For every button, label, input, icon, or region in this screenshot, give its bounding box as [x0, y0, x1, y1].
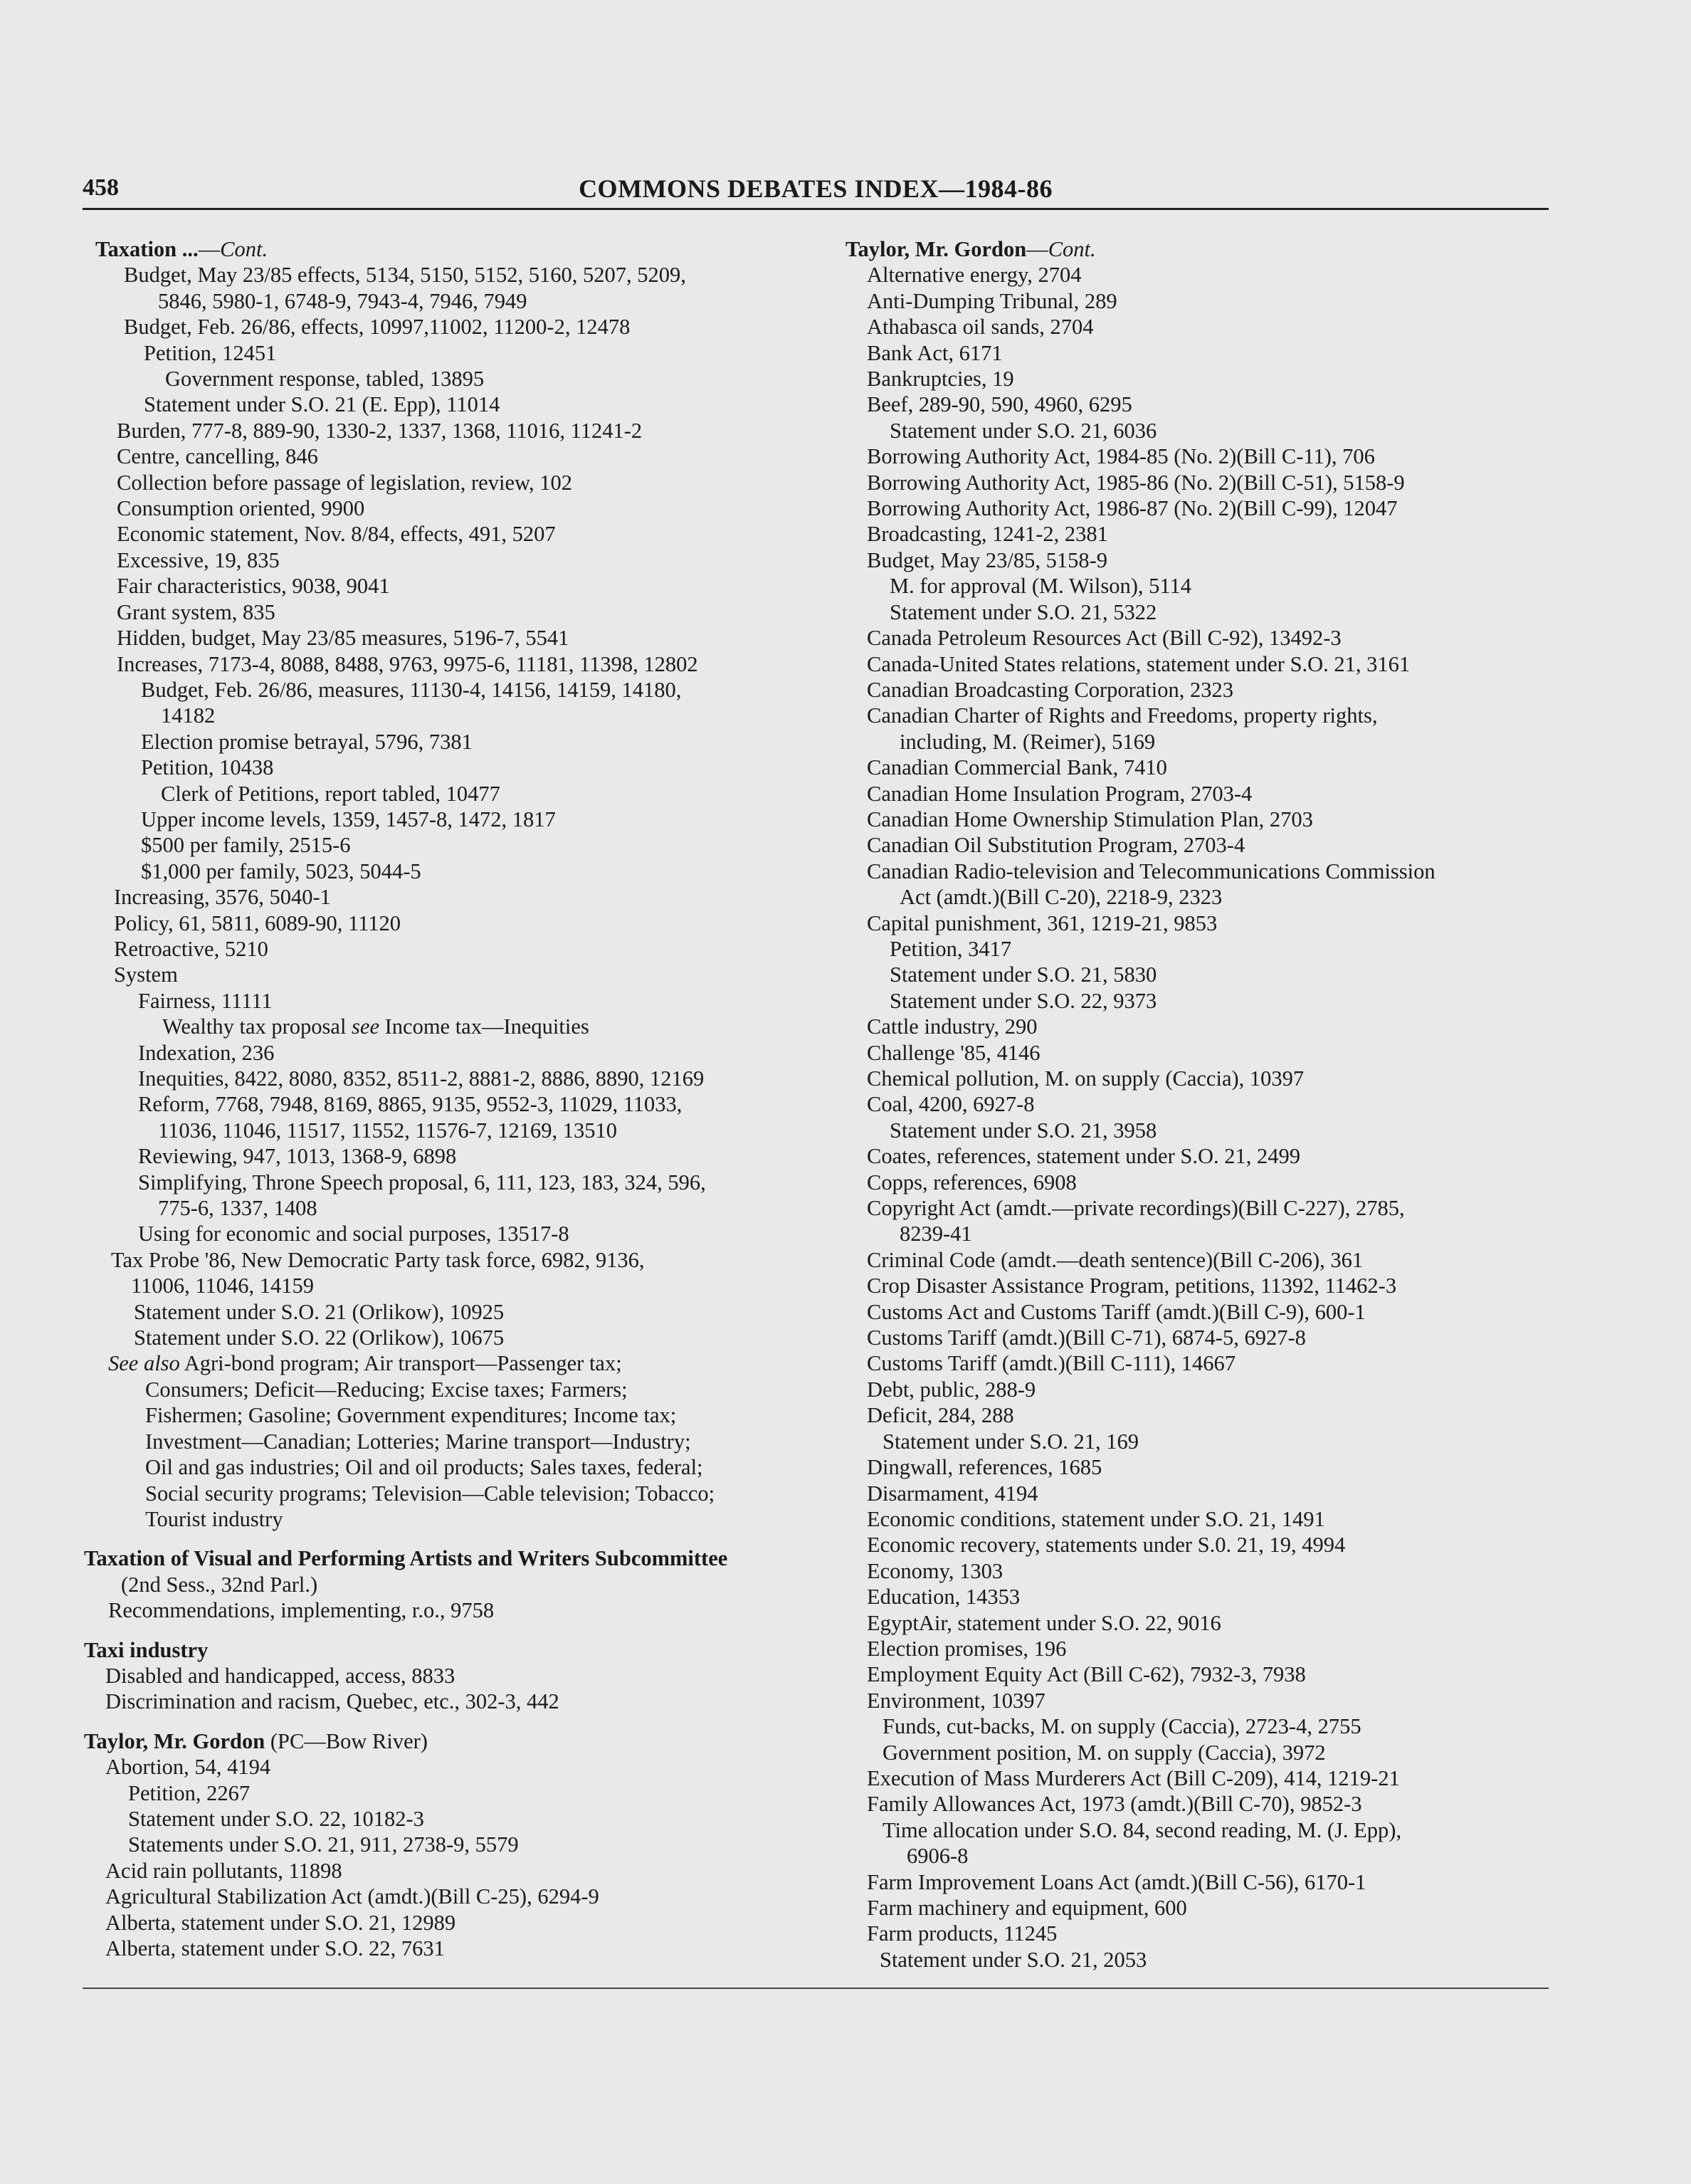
- index-text: System: [114, 962, 178, 987]
- index-line: [846, 988, 1550, 1014]
- index-text: Income tax—Inequities: [379, 1014, 589, 1039]
- index-text: Customs Tariff (amdt.)(Bill C-111), 14667: [867, 1351, 1236, 1376]
- index-line: [84, 1402, 824, 1428]
- index-text: Statement under S.O. 21, 2053: [880, 1947, 1147, 1972]
- index-line: [846, 1170, 1550, 1195]
- index-line: [84, 1832, 824, 1857]
- index-text: Petition, 2267: [128, 1780, 251, 1805]
- index-line: [84, 962, 824, 987]
- index-line: [846, 1273, 1550, 1298]
- index-line: [84, 262, 824, 288]
- index-text: Budget, May 23/85, 5158-9: [867, 547, 1108, 572]
- index-text: —: [1026, 237, 1048, 261]
- entry-spacer: [84, 1532, 824, 1545]
- index-text: Alberta, statement under S.O. 21, 12989: [105, 1910, 456, 1935]
- index-text: Taylor, Mr. Gordon: [846, 237, 1027, 261]
- index-text: Taxation ...: [95, 237, 199, 261]
- index-text: Statement under S.O. 21, 169: [883, 1429, 1139, 1454]
- index-line: [84, 1858, 824, 1884]
- index-text: Retroactive, 5210: [114, 936, 268, 961]
- index-line: [846, 418, 1550, 443]
- index-line: [846, 1402, 1550, 1428]
- index-line: [846, 470, 1550, 495]
- index-text: Upper income levels, 1359, 1457-8, 1472, 1817: [141, 807, 556, 831]
- index-line: [84, 1663, 824, 1689]
- index-text: Increasing, 3576, 5040-1: [114, 885, 331, 910]
- index-line: [84, 988, 824, 1014]
- index-text: Using for economic and social purposes, 13517-8: [138, 1222, 569, 1246]
- index-text: Budget, Feb. 26/86, effects, 10997,11002, 11200-2, 12478: [124, 315, 631, 340]
- index-line: [84, 1754, 824, 1780]
- index-text: Economic statement, Nov. 8/84, effects, 491, 5207: [117, 522, 556, 547]
- index-line: [846, 1661, 1550, 1687]
- index-text: Consumption oriented, 9900: [117, 496, 365, 521]
- index-line: [84, 1728, 824, 1754]
- index-text: Clerk of Petitions, report tabled, 10477: [161, 781, 500, 806]
- index-text: Cont.: [220, 237, 268, 261]
- index-line: [846, 366, 1550, 392]
- index-text: See also: [108, 1351, 180, 1376]
- index-text: 5846, 5980-1, 6748-9, 7943-4, 7946, 7949: [158, 288, 527, 313]
- index-line: [84, 1481, 824, 1506]
- index-line: [84, 1040, 824, 1066]
- index-text: Cont.: [1048, 237, 1096, 261]
- index-text: Recommendations, implementing, r.o., 9758: [108, 1598, 495, 1623]
- index-line: [84, 1545, 824, 1571]
- index-line: [84, 1910, 824, 1936]
- index-line: [846, 1221, 1550, 1246]
- index-line: [84, 859, 824, 884]
- index-line: [84, 1506, 824, 1532]
- index-line: [846, 1014, 1550, 1039]
- index-text: Indexation, 236: [138, 1040, 275, 1065]
- index-line: [846, 1947, 1550, 1973]
- index-line: [846, 599, 1550, 625]
- index-line: [846, 1325, 1550, 1350]
- index-text: Policy, 61, 5811, 6089-90, 11120: [114, 910, 401, 935]
- index-line: [84, 288, 824, 314]
- index-line: [84, 1572, 824, 1597]
- index-text: Farm Improvement Loans Act (amdt.)(Bill C-56), 6170-1: [867, 1869, 1366, 1894]
- header-rule: [83, 208, 1549, 210]
- index-line: [846, 521, 1550, 547]
- index-text: Canada Petroleum Resources Act (Bill C-92), 13492-3: [867, 626, 1342, 651]
- index-text: Bank Act, 6171: [867, 340, 1003, 365]
- index-line: [846, 1195, 1550, 1221]
- index-line: [84, 1195, 824, 1221]
- index-text: Statement under S.O. 21 (Orlikow), 10925: [134, 1299, 505, 1324]
- index-line: [84, 1014, 824, 1039]
- index-text: Challenge '85, 4146: [867, 1040, 1041, 1065]
- index-text: Copyright Act (amdt.—private recordings)(Bill C-227), 2785,: [867, 1196, 1405, 1221]
- index-text: 8239-41: [900, 1222, 972, 1246]
- index-line: [84, 832, 824, 858]
- index-text: Chemical pollution, M. on supply (Caccia), 10397: [867, 1066, 1305, 1091]
- index-text: Statement under S.O. 21 (E. Epp), 11014: [144, 392, 500, 417]
- index-line: [84, 625, 824, 651]
- index-text: Petition, 12451: [144, 340, 277, 365]
- index-line: [84, 1170, 824, 1195]
- index-text: Excessive, 19, 835: [117, 547, 280, 572]
- index-text: Customs Tariff (amdt.)(Bill C-71), 6874-5, 6927-8: [867, 1325, 1306, 1350]
- index-text: 11036, 11046, 11517, 11552, 11576-7, 12169, 13510: [158, 1118, 617, 1143]
- index-text: Criminal Code (amdt.—death sentence)(Bill C-206), 361: [867, 1247, 1364, 1272]
- index-text: Canadian Home Insulation Program, 2703-4: [867, 781, 1253, 806]
- index-line: [846, 1610, 1550, 1636]
- entry-spacer: [84, 1624, 824, 1637]
- index-line: [846, 1454, 1550, 1480]
- index-text: Customs Act and Customs Tariff (amdt.)(Bill C-9), 600-1: [867, 1299, 1366, 1324]
- index-text: Crop Disaster Assistance Program, petitions, 11392, 11462-3: [867, 1274, 1397, 1298]
- index-text: Canadian Broadcasting Corporation, 2323: [867, 677, 1234, 702]
- index-text: Fairness, 11111: [138, 988, 273, 1013]
- index-line: [84, 418, 824, 443]
- index-line: [846, 236, 1550, 262]
- index-text: Taylor, Mr. Gordon: [84, 1728, 265, 1753]
- index-text: Reform, 7768, 7948, 8169, 8865, 9135, 9552-3, 11029, 11033,: [138, 1092, 683, 1117]
- index-line: [846, 1143, 1550, 1169]
- index-text: Grant system, 835: [117, 599, 275, 624]
- index-line: [84, 1780, 824, 1806]
- index-text: Government position, M. on supply (Caccia), 3972: [883, 1740, 1326, 1765]
- index-text: Statement under S.O. 22, 10182-3: [128, 1806, 424, 1831]
- index-line: [846, 1584, 1550, 1610]
- index-text: Bankruptcies, 19: [867, 367, 1014, 392]
- index-line: [846, 651, 1550, 677]
- index-line: [84, 1597, 824, 1623]
- index-text: Statement under S.O. 22, 9373: [890, 988, 1157, 1013]
- index-line: [846, 1740, 1550, 1765]
- index-line: [846, 573, 1550, 599]
- index-text: Agricultural Stabilization Act (amdt.)(Bill C-25), 6294-9: [105, 1884, 599, 1909]
- index-text: Alberta, statement under S.O. 22, 7631: [105, 1936, 445, 1960]
- index-text: Investment—Canadian; Lotteries; Marine transport—Industry;: [145, 1429, 691, 1454]
- index-line: [84, 470, 824, 495]
- index-text: Execution of Mass Murderers Act (Bill C-209), 414, 1219-21: [867, 1765, 1400, 1790]
- index-line: [84, 677, 824, 703]
- index-text: Collection before passage of legislation, review, 102: [117, 470, 573, 495]
- index-line: [846, 807, 1550, 832]
- index-line: [846, 781, 1550, 807]
- index-text: Broadcasting, 1241-2, 2381: [867, 522, 1108, 547]
- index-text: Economy, 1303: [867, 1558, 1003, 1583]
- index-line: [84, 884, 824, 910]
- index-line: [846, 1636, 1550, 1661]
- right-column: [846, 236, 1550, 1973]
- index-text: Discrimination and racism, Quebec, etc., 302-3, 442: [105, 1689, 559, 1714]
- index-line: [846, 677, 1550, 703]
- index-line: [846, 1506, 1550, 1532]
- index-line: [846, 262, 1550, 288]
- index-line: [84, 599, 824, 625]
- index-line: [84, 1350, 824, 1376]
- running-head: COMMONS DEBATES INDEX—1984-86: [579, 174, 1053, 203]
- footer-rule: [83, 1988, 1549, 1989]
- index-line: [846, 625, 1550, 651]
- index-text: Fair characteristics, 9038, 9041: [117, 574, 390, 599]
- index-line: [84, 1689, 824, 1714]
- index-text: Taxation of Visual and Performing Artists and Writers Subcommittee: [84, 1546, 728, 1571]
- index-text: Canadian Home Ownership Stimulation Plan, 2703: [867, 807, 1313, 831]
- index-line: [846, 755, 1550, 780]
- index-text: Hidden, budget, May 23/85 measures, 5196-7, 5541: [117, 626, 569, 651]
- index-line: [846, 1843, 1550, 1869]
- index-line: [846, 859, 1550, 884]
- index-text: Canada-United States relations, statement under S.O. 21, 3161: [867, 651, 1411, 676]
- index-text: Oil and gas industries; Oil and oil products; Sales taxes, federal;: [145, 1455, 703, 1480]
- index-text: Increases, 7173-4, 8088, 8488, 9763, 9975-6, 11181, 11398, 12802: [117, 651, 698, 676]
- index-text: Farm products, 11245: [867, 1921, 1058, 1946]
- index-line: [846, 443, 1550, 469]
- index-line: [84, 1273, 824, 1298]
- index-line: [84, 1221, 824, 1246]
- index-text: Borrowing Authority Act, 1986-87 (No. 2)(Bill C-99), 12047: [867, 496, 1398, 521]
- index-text: Statement under S.O. 21, 6036: [890, 418, 1157, 443]
- index-line: [84, 366, 824, 392]
- index-text: Statement under S.O. 21, 5322: [890, 599, 1157, 624]
- index-line: [846, 1377, 1550, 1402]
- index-line: [846, 1558, 1550, 1584]
- index-text: 6906-8: [907, 1844, 969, 1869]
- index-line: [846, 832, 1550, 858]
- index-text: $1,000 per family, 5023, 5044-5: [141, 859, 421, 883]
- index-line: [84, 1454, 824, 1480]
- index-text: Coal, 4200, 6927-8: [867, 1092, 1035, 1117]
- index-line: [846, 1869, 1550, 1895]
- index-line: [84, 755, 824, 780]
- index-text: Family Allowances Act, 1973 (amdt.)(Bill C-70), 9852-3: [867, 1792, 1362, 1817]
- index-text: Taxi industry: [84, 1637, 209, 1662]
- index-line: [846, 1091, 1550, 1117]
- index-line: [84, 340, 824, 366]
- index-line: [84, 521, 824, 547]
- index-line: [84, 1377, 824, 1402]
- index-line: [846, 910, 1550, 936]
- index-line: [846, 962, 1550, 987]
- index-text: $500 per family, 2515-6: [141, 833, 351, 858]
- index-text: Petition, 10438: [141, 755, 274, 780]
- index-text: (2nd Sess., 32nd Parl.): [121, 1572, 318, 1597]
- index-line: [846, 1299, 1550, 1325]
- index-line: [846, 729, 1550, 755]
- index-line: [84, 495, 824, 521]
- index-line: [84, 1936, 824, 1961]
- index-text: M. for approval (M. Wilson), 5114: [890, 574, 1192, 599]
- index-text: Debt, public, 288-9: [867, 1377, 1036, 1402]
- index-text: including, M. (Reimer), 5169: [900, 729, 1156, 754]
- index-line: [84, 1806, 824, 1832]
- index-text: Burden, 777-8, 889-90, 1330-2, 1337, 1368, 11016, 11241-2: [117, 418, 643, 443]
- index-text: Economic recovery, statements under S.0. 21, 19, 4994: [867, 1533, 1346, 1558]
- index-text: Election promises, 196: [867, 1636, 1067, 1661]
- index-line: [846, 1765, 1550, 1791]
- index-line: [846, 495, 1550, 521]
- index-line: [846, 1247, 1550, 1273]
- index-text: EgyptAir, statement under S.O. 22, 9016: [867, 1610, 1221, 1635]
- index-line: [846, 547, 1550, 573]
- index-line: [84, 236, 824, 262]
- index-text: Inequities, 8422, 8080, 8352, 8511-2, 8881-2, 8886, 8890, 12169: [138, 1066, 705, 1091]
- index-text: —: [198, 237, 221, 261]
- index-text: Statement under S.O. 22 (Orlikow), 10675: [134, 1325, 505, 1350]
- entry-spacer: [84, 1715, 824, 1728]
- index-text: Borrowing Authority Act, 1985-86 (No. 2)(Bill C-51), 5158-9: [867, 470, 1405, 495]
- index-line: [84, 936, 824, 962]
- index-text: Canadian Charter of Rights and Freedoms, property rights,: [867, 703, 1378, 728]
- index-text: 14182: [161, 703, 216, 728]
- index-text: Acid rain pollutants, 11898: [105, 1858, 342, 1883]
- index-text: Beef, 289-90, 590, 4960, 6295: [867, 392, 1132, 417]
- index-line: [846, 1481, 1550, 1506]
- index-line: [84, 1118, 824, 1143]
- index-line: [846, 884, 1550, 910]
- index-text: Anti-Dumping Tribunal, 289: [867, 288, 1117, 313]
- index-line: [846, 314, 1550, 340]
- index-line: [84, 703, 824, 728]
- index-line: [846, 1688, 1550, 1713]
- index-line: [846, 1532, 1550, 1558]
- index-text: Environment, 10397: [867, 1688, 1045, 1713]
- index-text: Time allocation under S.O. 84, second reading, M. (J. Epp),: [883, 1817, 1402, 1842]
- index-text: Agri-bond program; Air transport—Passenger tax;: [179, 1351, 622, 1376]
- index-line: [846, 936, 1550, 962]
- index-text: 775-6, 1337, 1408: [158, 1196, 317, 1221]
- index-line: [84, 781, 824, 807]
- index-text: Statement under S.O. 21, 5830: [890, 962, 1157, 987]
- index-text: Fishermen; Gasoline; Government expenditures; Income tax;: [145, 1403, 677, 1428]
- index-text: Simplifying, Throne Speech proposal, 6, 111, 123, 183, 324, 596,: [138, 1170, 706, 1195]
- index-line: [84, 1325, 824, 1350]
- index-text: Deficit, 284, 288: [867, 1403, 1014, 1428]
- index-line: [846, 392, 1550, 417]
- index-line: [846, 1350, 1550, 1376]
- index-line: [84, 729, 824, 755]
- index-text: Tourist industry: [145, 1506, 283, 1531]
- index-text: 11006, 11046, 14159: [131, 1274, 314, 1298]
- index-text: Statement under S.O. 21, 3958: [890, 1118, 1157, 1143]
- index-line: [846, 1817, 1550, 1843]
- index-text: Act (amdt.)(Bill C-20), 2218-9, 2323: [900, 885, 1223, 910]
- index-text: Employment Equity Act (Bill C-62), 7932-3, 7938: [867, 1662, 1306, 1687]
- index-text: see: [352, 1014, 379, 1039]
- index-line: [84, 1299, 824, 1325]
- index-text: Funds, cut-backs, M. on supply (Caccia), 2723-4, 2755: [883, 1714, 1361, 1739]
- index-line: [84, 651, 824, 677]
- index-text: Statements under S.O. 21, 911, 2738-9, 5579: [128, 1832, 519, 1857]
- index-text: Canadian Radio-television and Telecommunications Commission: [867, 859, 1435, 883]
- index-text: Budget, May 23/85 effects, 5134, 5150, 5152, 5160, 5207, 5209,: [124, 263, 686, 288]
- index-text: Farm machinery and equipment, 600: [867, 1896, 1187, 1920]
- index-text: Coates, references, statement under S.O. 21, 2499: [867, 1144, 1300, 1169]
- index-line: [846, 703, 1550, 728]
- index-line: [84, 1066, 824, 1091]
- index-line: [84, 392, 824, 417]
- index-line: [84, 807, 824, 832]
- index-text: Petition, 3417: [890, 936, 1012, 961]
- index-line: [846, 1066, 1550, 1091]
- index-text: Education, 14353: [867, 1585, 1021, 1610]
- index-line: [84, 1247, 824, 1273]
- index-line: [84, 1884, 824, 1909]
- index-text: Wealthy tax proposal: [162, 1014, 352, 1039]
- index-text: Disarmament, 4194: [867, 1481, 1038, 1506]
- page-number: 458: [83, 174, 119, 201]
- index-text: Athabasca oil sands, 2704: [867, 315, 1094, 340]
- index-text: Disabled and handicapped, access, 8833: [105, 1663, 455, 1688]
- index-line: [84, 314, 824, 340]
- index-text: Canadian Oil Substitution Program, 2703-4: [867, 833, 1245, 858]
- index-line: [846, 288, 1550, 314]
- index-line: [84, 1429, 824, 1454]
- index-text: Capital punishment, 361, 1219-21, 9853: [867, 910, 1218, 935]
- index-text: Budget, Feb. 26/86, measures, 11130-4, 14156, 14159, 14180,: [141, 677, 682, 702]
- index-text: Election promise betrayal, 5796, 7381: [141, 729, 473, 754]
- index-text: Abortion, 54, 4194: [105, 1755, 271, 1780]
- index-line: [846, 1040, 1550, 1066]
- index-line: [846, 1713, 1550, 1739]
- index-text: Borrowing Authority Act, 1984-85 (No. 2)(Bill C-11), 706: [867, 444, 1375, 469]
- index-text: Copps, references, 6908: [867, 1170, 1077, 1195]
- index-text: Social security programs; Television—Cable television; Tobacco;: [145, 1481, 715, 1506]
- index-text: Dingwall, references, 1685: [867, 1455, 1102, 1480]
- index-line: [846, 1118, 1550, 1143]
- left-column: [84, 236, 824, 1961]
- index-line: [84, 910, 824, 936]
- index-text: Government response, tabled, 13895: [165, 367, 485, 392]
- index-text: Tax Probe '86, New Democratic Party task force, 6982, 9136,: [111, 1247, 645, 1272]
- index-line: [84, 547, 824, 573]
- index-text: Consumers; Deficit—Reducing; Excise taxes; Farmers;: [145, 1377, 628, 1402]
- index-line: [846, 1895, 1550, 1921]
- index-text: Canadian Commercial Bank, 7410: [867, 755, 1167, 780]
- index-text: (PC—Bow River): [265, 1728, 428, 1753]
- index-text: Reviewing, 947, 1013, 1368-9, 6898: [138, 1144, 457, 1169]
- index-line: [84, 443, 824, 469]
- index-text: Alternative energy, 2704: [867, 263, 1082, 288]
- index-line: [84, 1143, 824, 1169]
- index-line: [846, 1429, 1550, 1454]
- index-text: Centre, cancelling, 846: [117, 444, 318, 469]
- index-text: Economic conditions, statement under S.O. 21, 1491: [867, 1506, 1325, 1531]
- index-line: [84, 1637, 824, 1663]
- index-line: [84, 1091, 824, 1117]
- index-line: [846, 340, 1550, 366]
- index-line: [846, 1791, 1550, 1817]
- index-line: [846, 1921, 1550, 1946]
- index-line: [84, 573, 824, 599]
- index-text: Cattle industry, 290: [867, 1014, 1038, 1039]
